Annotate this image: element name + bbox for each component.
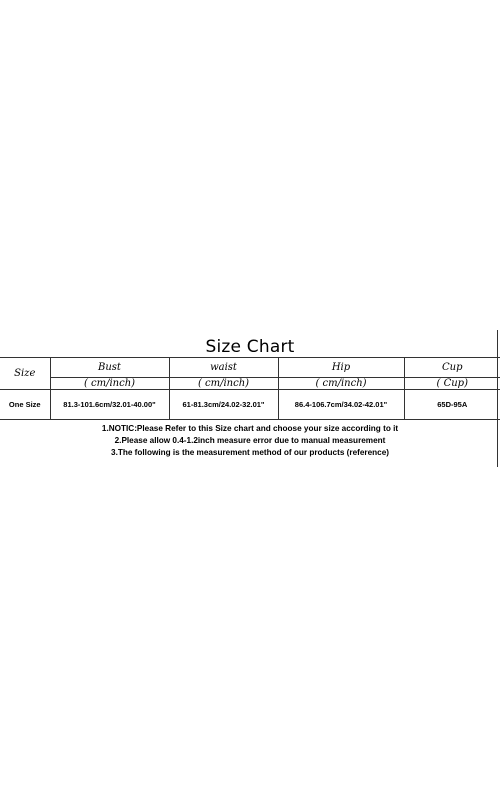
note-line: 3.The following is the measurement method of our products (reference) <box>111 448 389 457</box>
notes-block <box>0 423 500 459</box>
unit-label-bust: ( cm/inch) <box>50 378 169 390</box>
unit-label-cup: ( Cup) <box>404 378 500 390</box>
table-unit-row <box>0 378 500 390</box>
cup-value-cell: 65D-95A <box>404 390 500 420</box>
size-chart-table <box>0 357 500 420</box>
size-chart-title: Size Chart <box>205 337 295 357</box>
column-header-bust: Bust <box>50 358 169 378</box>
unit-label-waist: ( cm/inch) <box>169 378 278 390</box>
unit-label-hip: ( cm/inch) <box>278 378 404 390</box>
column-header-hip: Hip <box>278 358 404 378</box>
note-line: 2.Please allow 0.4-1.2inch measure error due to manual measurement <box>114 436 386 445</box>
note-line: 1.NOTIC:Please Refer to this Size chart and choose your size according to it <box>101 424 399 433</box>
size-column-header: Size <box>0 358 50 390</box>
table-row <box>0 390 500 420</box>
bust-value-cell: 81.3-101.6cm/32.01-40.00" <box>50 390 169 420</box>
table-header-row <box>0 358 500 378</box>
waist-value-cell: 61-81.3cm/24.02-32.01" <box>169 390 278 420</box>
column-header-waist: waist <box>169 358 278 378</box>
column-header-cup: Cup <box>404 358 500 378</box>
hip-value-cell: 86.4-106.7cm/34.02-42.01" <box>278 390 404 420</box>
size-cell: One Size <box>0 390 50 420</box>
